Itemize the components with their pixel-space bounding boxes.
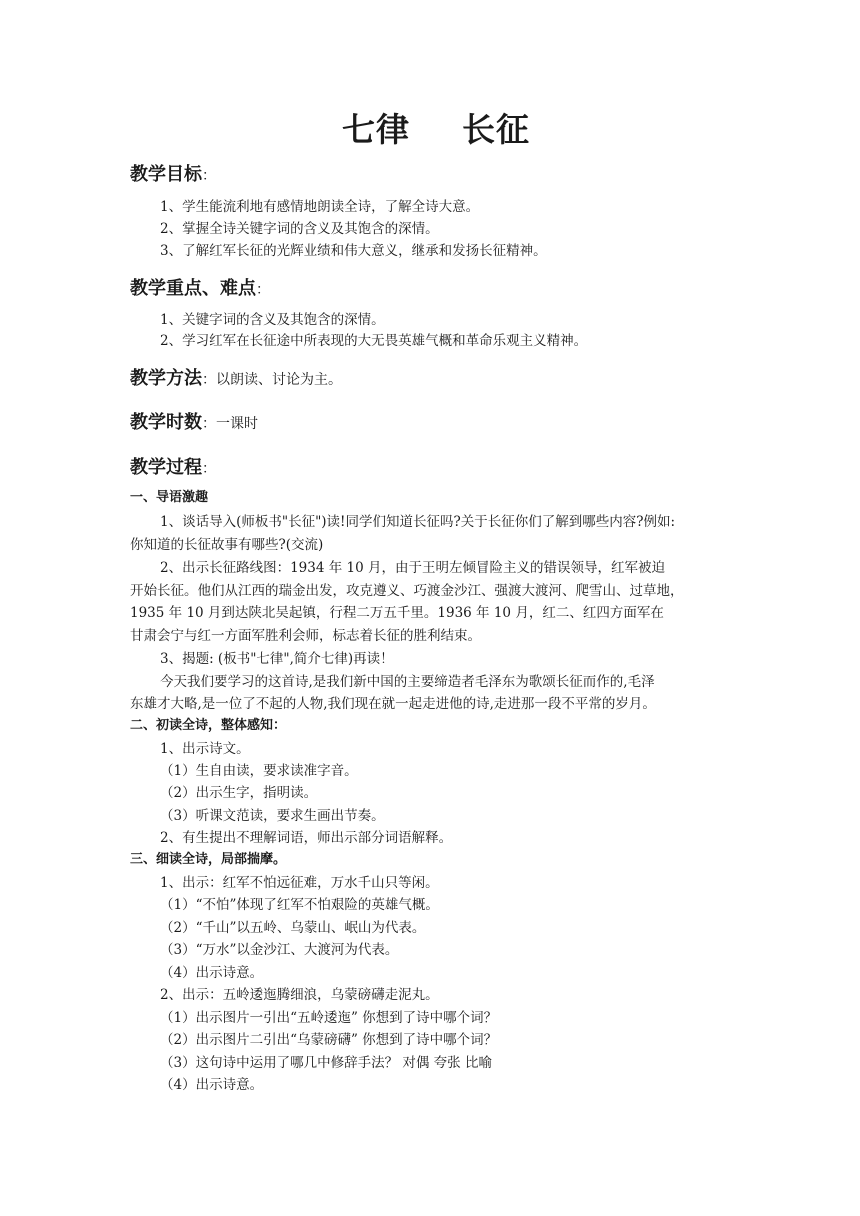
paragraph-line: 开始长征。他们从江西的瑞金出发，攻克遵义、巧渡金沙江、强渡大渡河、爬雪山、过草地，: [130, 583, 684, 599]
paragraph-line: 1、谈话导入(师板书"长征")读!同学们知道长征吗?关于长征你们了解到哪些内容?例如:: [160, 514, 675, 530]
paragraph-line: （3）“万水”以金沙江、大渡河为代表。: [160, 942, 399, 958]
method-heading: 教学方法：以朗读、讨论为主。: [130, 368, 342, 389]
key-points-heading: 教学重点、难点：: [130, 278, 270, 299]
paragraph-line: （1）生自由读，要求读准字音。: [160, 763, 358, 779]
paragraph-line: 2、有生提出不理解词语，师出示部分词语解释。: [160, 830, 453, 846]
objective-item: 1、学生能流利地有感情地朗读全诗，了解全诗大意。: [160, 199, 480, 215]
objective-item: 2、掌握全诗关键字词的含义及其饱含的深情。: [160, 221, 439, 237]
paragraph-line: 今天我们要学习的这首诗,是我们新中国的主要缔造者毛泽东为歌颂长征而作的,毛泽: [160, 674, 655, 690]
paragraph-line: 东雄才大略,是一位了不起的人物,我们现在就一起走进他的诗,走进那一段不平常的岁月。: [130, 696, 656, 712]
paragraph-line: 2、出示：五岭逶迤腾细浪，乌蒙磅礴走泥丸。: [160, 987, 439, 1003]
paragraph-line: （3）听课文范读，要求生画出节奏。: [160, 808, 385, 824]
process-heading: 教学过程：: [130, 457, 216, 478]
paragraph-line: （4）出示诗意。: [160, 965, 264, 981]
paragraph-line: 甘肃会宁与红一方面军胜利会师，标志着长征的胜利结束。: [130, 628, 481, 644]
paragraph-line: （2）出示图片二引出“乌蒙磅礴” 你想到了诗中哪个词？: [160, 1032, 498, 1048]
paragraph-line: 1935 年 10 月到达陕北吴起镇，行程二万五千里。1936 年 10 月，红二、红四方面军在: [130, 605, 664, 621]
paragraph-line: （1）出示图片一引出“五岭逶迤” 你想到了诗中哪个词？: [160, 1010, 498, 1026]
objective-item: 3、了解红军长征的光辉业绩和伟大意义，继承和发扬长征精神。: [160, 243, 547, 259]
section-1-heading: 一、导语激趣: [130, 490, 209, 505]
paragraph-line: 3、揭题: (板书"七律",简介七律)再读！: [160, 651, 394, 667]
objectives-heading: 教学目标：: [130, 164, 216, 185]
paragraph-line: （2）出示生字，指明读。: [160, 785, 318, 801]
paragraph-line: （2）“千山”以五岭、乌蒙山、岷山为代表。: [160, 920, 426, 936]
time-heading: 教学时数：一课时: [130, 412, 258, 433]
title-part-1: 七律: [342, 110, 410, 149]
paragraph-line: 2、出示长征路线图：1934 年 10 月，由于王明左倾冒险主义的错误领导，红军被迫: [160, 560, 665, 576]
paragraph-line: 1、出示：红军不怕远征难，万水千山只等闲。: [160, 875, 439, 891]
paragraph-line: （4）出示诗意。: [160, 1077, 264, 1093]
paragraph-line: 1、出示诗文。: [160, 741, 250, 757]
key-point-item: 2、学习红军在长征途中所表现的大无畏英雄气概和革命乐观主义精神。: [160, 333, 588, 349]
key-point-item: 1、关键字词的含义及其饱含的深情。: [160, 312, 385, 328]
paragraph-line: （3）这句诗中运用了哪几中修辞手法？ 对偶 夸张 比喻: [160, 1055, 492, 1071]
paragraph-line: 你知道的长征故事有哪些?(交流): [130, 537, 324, 553]
section-3-heading: 三、细读全诗，局部揣摩。: [130, 852, 287, 867]
page-title: [130, 104, 742, 151]
section-2-heading: 二、初读全诗，整体感知：: [130, 718, 287, 733]
paragraph-line: （1）“不怕”体现了红军不怕艰险的英雄气概。: [160, 897, 439, 913]
title-part-2: 长征: [462, 110, 530, 149]
